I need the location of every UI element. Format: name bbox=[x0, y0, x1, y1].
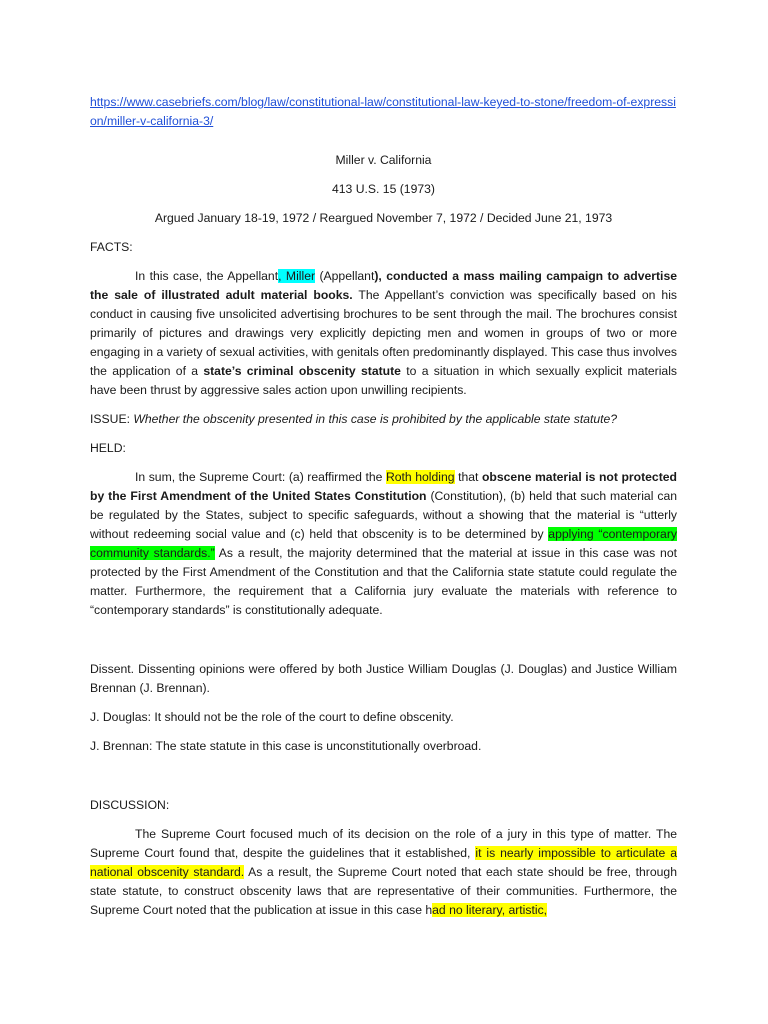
facts-text-2: (Appellant bbox=[315, 269, 375, 283]
discussion-text-1: The Supreme Court focused much of its decision on the role of a jury in this type of matter. The Supreme Court found that, despite the guidelines that it established, bbox=[90, 827, 677, 860]
discussion-heading: DISCUSSION: bbox=[90, 798, 170, 812]
discussion-text-2: As a result, the Supreme Court noted that each state should be free, through state statute, to construct obscenity laws that are representative of their communities. Furthermore, the Supreme Court noted that the publication at issue in this case h bbox=[90, 865, 677, 917]
source-link[interactable]: https://www.casebriefs.com/blog/law/constitutional-law/constitutional-law-keyed-to-stone/freedom-of-expression/miller-v-california-3/ bbox=[90, 95, 676, 128]
held-text-4: As a result, the majority determined that the material at issue in this case was not protected by the First Amendment of the Constitution and that the California state statute could regulate the matter. Furthermore, the requirement that a California jury evaluate the materials with reference to “contemporary standards” is constitutionally adequate. bbox=[90, 546, 677, 617]
dissent-paragraph: Dissent. Dissenting opinions were offered by both Justice William Douglas (J. Douglas) and Justice William Brennan (J. Brennan). bbox=[90, 662, 677, 695]
held-highlight-standards: applying “contemporary community standards.” bbox=[90, 527, 677, 560]
held-bold-1: obscene material is not protected by the First Amendment of the United States Constitution bbox=[90, 470, 677, 503]
issue-text: Whether the obscenity presented in this case is prohibited by the applicable state statute? bbox=[133, 412, 618, 426]
discussion-highlight-literary: ad no literary, artistic, bbox=[432, 903, 548, 917]
document-page bbox=[90, 93, 677, 920]
discussion-highlight-standard: it is nearly impossible to articulate a national obscenity standard. bbox=[90, 846, 677, 879]
held-text-3: (Constitution), (b) held that such material can be regulated by the States, subject to specific safeguards, without a showing that the material is “utterly without redeeming social value and (c) held that obscenity is to be determined by bbox=[90, 489, 677, 541]
case-citation: 413 U.S. 15 (1973) bbox=[332, 182, 435, 196]
dissent-brennan: J. Brennan: The state statute in this case is unconstitutionally overbroad. bbox=[90, 739, 482, 753]
facts-bold-2: state’s criminal obscenity statute bbox=[203, 364, 401, 378]
held-heading: HELD: bbox=[90, 441, 126, 455]
issue-label: ISSUE: bbox=[90, 412, 134, 426]
case-name: Miller v. California bbox=[335, 153, 432, 167]
case-dates: Argued January 18-19, 1972 / Reargued November 7, 1972 / Decided June 21, 1973 bbox=[154, 211, 613, 225]
held-text-2: that bbox=[454, 470, 482, 484]
discussion-paragraph bbox=[90, 825, 677, 920]
facts-paragraph bbox=[90, 267, 677, 400]
dissent-douglas: J. Douglas: It should not be the role of the court to define obscenity. bbox=[90, 710, 454, 724]
facts-heading: FACTS: bbox=[90, 240, 133, 254]
held-text-1: In sum, the Supreme Court: (a) reaffirmed the bbox=[135, 470, 386, 484]
facts-text-3: The Appellant’s conviction was specifically based on his conduct in causing five unsolicited advertising brochures to be sent through the mail. The brochures consist primarily of pictures and drawings very explicitly depicting men and women in groups of two or more engaging in a variety of sexual activities, with genitals often predominantly displayed. This case thus involves the application of a bbox=[90, 288, 677, 378]
facts-text-1: In this case, the Appellant bbox=[135, 269, 279, 283]
facts-bold-1: ), conducted a mass mailing campaign to advertise the sale of illustrated adult material books. bbox=[90, 269, 677, 302]
held-highlight-roth: Roth holding bbox=[385, 470, 455, 484]
issue-paragraph bbox=[90, 410, 677, 429]
facts-highlight-miller: , Miller bbox=[278, 269, 316, 283]
facts-text-4: to a situation in which sexually explicit materials have been thrust by aggressive sales action upon unwilling recipients. bbox=[90, 364, 677, 397]
held-paragraph bbox=[90, 468, 677, 620]
